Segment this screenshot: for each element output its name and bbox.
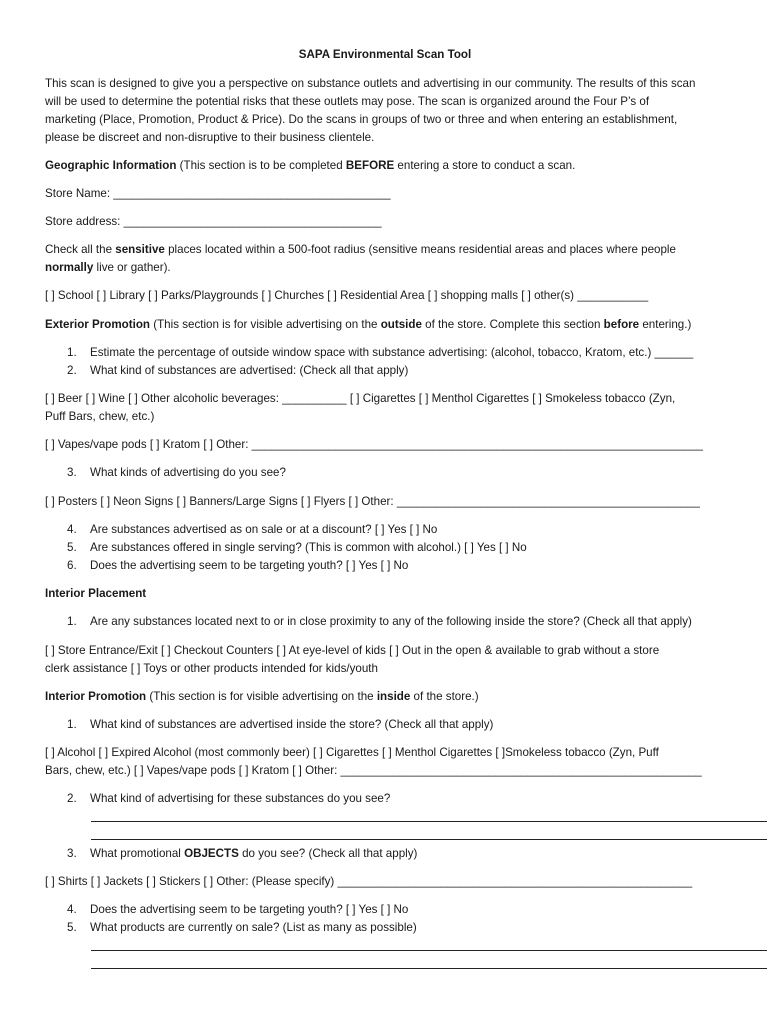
geo-text-b: entering a store to conduct a scan. [394, 159, 576, 172]
ext-substances-checklist-2: Puff Bars, chew, etc.) [45, 410, 155, 423]
intro-line-3: marketing (Place, Promotion, Product & Price). Do the scans in groups of two or three and when entering an establishment, [45, 113, 678, 126]
intro-line-1: This scan is designed to give you a perspective on substance outlets and advertising in our community. The results of this scan [45, 77, 696, 90]
ext-question-5[interactable] [67, 540, 527, 556]
q-number: 1. [67, 718, 77, 731]
sensitive-text-e: live or gather). [93, 261, 171, 274]
int-promo-question-2 [67, 791, 390, 807]
store-address-field[interactable]: Store address: ________________________________________ [45, 215, 382, 228]
q-text-c: do you see? (Check all that apply) [238, 847, 418, 860]
ext-question-1 [67, 345, 693, 361]
ext-question-3 [67, 465, 286, 481]
geo-instructions [45, 158, 575, 174]
q-number: 4. [67, 903, 77, 916]
normally-emph: normally [45, 261, 94, 274]
outside-emph: outside [380, 318, 422, 331]
inside-emph: inside [376, 690, 411, 703]
exterior-heading: Exterior Promotion [45, 318, 151, 331]
q-text: What kind of substances are advertised inside the store? (Check all that apply) [90, 718, 494, 731]
q-number: 5. [67, 541, 77, 554]
int-promo-question-3 [67, 846, 417, 862]
int-promo-question-1 [67, 717, 493, 733]
answer-line[interactable] [91, 950, 767, 951]
q-text: Does the advertising seem to be targeting youth? [ ] Yes [ ] No [90, 559, 409, 572]
q-number: 1. [67, 615, 77, 628]
before-emph: before [603, 318, 640, 331]
q-text: What products are currently on sale? (List as many as possible) [90, 921, 417, 934]
int-promo-question-4[interactable] [67, 902, 408, 918]
promotional-objects-checklist[interactable]: [ ] Shirts [ ] Jackets [ ] Stickers [ ] Other: (Please specify) _______________________________________________________ [45, 875, 693, 888]
int-substances-checklist-2[interactable]: Bars, chew, etc.) [ ] Vapes/vape pods [ ] Kratom [ ] Other: ________________________________________________________ [45, 764, 702, 777]
geo-emph: BEFORE [345, 159, 395, 172]
int-promo-text-c: of the store.) [410, 690, 479, 703]
intro-line-2: will be used to determine the potential risks that these outlets may pose. The scan is organized around the Four P’s of [45, 95, 650, 108]
geo-heading: Geographic Information [45, 159, 177, 172]
geo-text-a: (This section is to be completed [176, 159, 346, 172]
int-promo-text-a: (This section is for visible advertising on the [146, 690, 377, 703]
interior-promotion-heading: Interior Promotion [45, 690, 147, 703]
int-substances-checklist-1[interactable]: [ ] Alcohol [ ] Expired Alcohol (most commonly beer) [ ] Cigarettes [ ] Menthol Cigarettes [ ]Smokeless tobacco (Zyn, Puff [45, 746, 659, 759]
page-title: SAPA Environmental Scan Tool [298, 48, 472, 61]
q-number: 6. [67, 559, 77, 572]
answer-line[interactable] [91, 968, 767, 969]
intro-line-4: please be discreet and non-disruptive to their business clientele. [45, 131, 375, 144]
exterior-text-c: of the store. Complete this section [421, 318, 604, 331]
q-text: Are any substances located next to or in close proximity to any of the following inside the store? (Check all that apply) [90, 615, 692, 628]
q-text: What kinds of advertising do you see? [90, 466, 286, 479]
q-text: What kind of advertising for these substances do you see? [90, 792, 391, 805]
store-name-field[interactable]: Store Name: ___________________________________________ [45, 187, 391, 200]
q-text-a: What promotional [90, 847, 185, 860]
q-number: 3. [67, 466, 77, 479]
q-number: 2. [67, 364, 77, 377]
exterior-instructions [45, 317, 691, 333]
ext-question-6[interactable] [67, 558, 408, 574]
sensitive-emph: sensitive [115, 243, 165, 256]
q-number: 1. [67, 346, 77, 359]
sensitive-text-c: places located within a 500-foot radius (sensitive means residential areas and places where people [164, 243, 676, 256]
int-placement-checklist-1[interactable]: [ ] Store Entrance/Exit [ ] Checkout Counters [ ] At eye-level of kids [ ] Out in the open & available to grab without a store [45, 644, 660, 657]
q-text: Are substances advertised as on sale or at a discount? [ ] Yes [ ] No [90, 523, 438, 536]
q-text: Estimate the percentage of outside window space with substance advertising: (alcohol, tobacco, Kratom, etc.) ______ [90, 346, 694, 359]
sensitive-instructions-1 [45, 242, 676, 258]
ext-vapes-checklist[interactable]: [ ] Vapes/vape pods [ ] Kratom [ ] Other: ______________________________________________________________________ [45, 438, 703, 451]
q-number: 2. [67, 792, 77, 805]
exterior-text-e: entering.) [639, 318, 692, 331]
heading-text: Interior Placement [45, 587, 147, 600]
q-number: 3. [67, 847, 77, 860]
sensitive-text-a: Check all the [45, 243, 116, 256]
ext-question-2 [67, 363, 408, 379]
ext-question-4[interactable] [67, 522, 437, 538]
exterior-text-a: (This section is for visible advertising on the [150, 318, 381, 331]
int-promo-question-5 [67, 920, 417, 936]
answer-line[interactable] [91, 839, 767, 840]
q-number: 4. [67, 523, 77, 536]
interior-promotion-instructions [45, 689, 479, 705]
objects-emph: OBJECTS [184, 847, 239, 860]
sensitive-instructions-2 [45, 260, 171, 276]
ext-advertising-checklist[interactable]: [ ] Posters [ ] Neon Signs [ ] Banners/Large Signs [ ] Flyers [ ] Other: _______________________________________________ [45, 495, 700, 508]
q-text: What kind of substances are advertised: (Check all that apply) [90, 364, 409, 377]
interior-placement-heading [45, 586, 146, 602]
q-text: Does the advertising seem to be targeting youth? [ ] Yes [ ] No [90, 903, 409, 916]
int-placement-checklist-2[interactable]: clerk assistance [ ] Toys or other products intended for kids/youth [45, 662, 378, 675]
sensitive-places-checklist[interactable]: [ ] School [ ] Library [ ] Parks/Playgrounds [ ] Churches [ ] Residential Area [ ] shopping malls [ ] other(s) ___________ [45, 289, 649, 302]
q-text: Are substances offered in single serving? (This is common with alcohol.) [ ] Yes [ ] No [90, 541, 527, 554]
q-number: 5. [67, 921, 77, 934]
ext-substances-checklist-1[interactable]: [ ] Beer [ ] Wine [ ] Other alcoholic beverages: __________ [ ] Cigarettes [ ] Menthol Cigarettes [ ] Smokeless tobacco (Zyn, [45, 392, 676, 405]
answer-line[interactable] [91, 821, 767, 822]
int-placement-question-1 [67, 614, 692, 630]
